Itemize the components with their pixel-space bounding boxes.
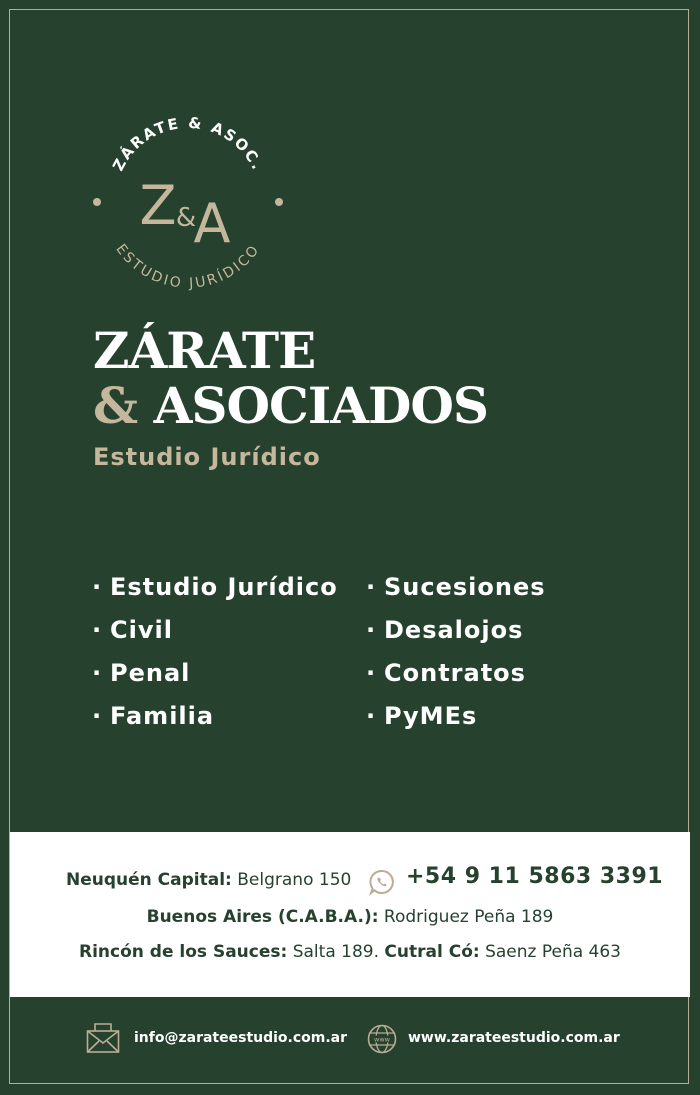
brand-ampersand: & bbox=[93, 376, 138, 435]
cutral-address: Saenz Peña 463 bbox=[485, 942, 621, 962]
globe-label: www bbox=[374, 1035, 390, 1044]
envelope-icon bbox=[86, 1022, 120, 1054]
seal-logo bbox=[88, 108, 288, 308]
seal-top-text: ZÁRATE & ASOC. bbox=[109, 113, 268, 174]
whatsapp-icon bbox=[368, 868, 396, 896]
service-item: · Penal bbox=[92, 659, 191, 687]
rincon-label: Rincón de los Sauces: bbox=[79, 942, 288, 962]
services-list-left bbox=[92, 570, 338, 742]
service-item: · Estudio Jurídico bbox=[92, 573, 338, 601]
contact-band bbox=[10, 832, 690, 997]
brand-name-line2 bbox=[93, 377, 488, 435]
email-link[interactable]: info@zarateestudio.com.ar bbox=[134, 1030, 348, 1046]
caba-address: Rodriguez Peña 189 bbox=[383, 907, 554, 927]
neuquen-label: Neuquén Capital: bbox=[66, 870, 232, 890]
service-item: · Familia bbox=[92, 702, 215, 730]
contact-row-caba bbox=[10, 907, 690, 927]
phone-number[interactable]: +54 9 11 5863 3391 bbox=[406, 864, 664, 889]
monogram-z: Z bbox=[139, 174, 177, 237]
svg-text:ESTUDIO JURÍDICO bbox=[112, 241, 263, 291]
service-item: · Desalojos bbox=[366, 616, 524, 644]
globe-icon bbox=[366, 1023, 398, 1055]
website-link[interactable]: www.zarateestudio.com.ar bbox=[408, 1030, 620, 1046]
monogram-amp: & bbox=[175, 203, 197, 233]
service-item: · Contratos bbox=[366, 659, 526, 687]
seal-bottom-text: ESTUDIO JURÍDICO bbox=[112, 241, 264, 292]
brand-word: ASOCIADOS bbox=[153, 376, 489, 435]
caba-label: Buenos Aires (C.A.B.A.): bbox=[146, 907, 379, 927]
svg-text:ZÁRATE & ASOC. bbox=[109, 114, 267, 174]
rincon-address: Salta 189. bbox=[292, 942, 379, 962]
services-list-right bbox=[366, 570, 546, 742]
service-item: · PyMEs bbox=[366, 702, 478, 730]
brand-name-line1: ZÁRATE bbox=[93, 321, 316, 380]
service-item: · Civil bbox=[92, 616, 173, 644]
service-item: · Sucesiones bbox=[366, 573, 546, 601]
monogram-a: A bbox=[193, 192, 231, 255]
seal-dot-right bbox=[275, 198, 283, 206]
cutral-label: Cutral Có: bbox=[384, 942, 480, 962]
contact-row-rincon-cutral bbox=[10, 942, 690, 962]
neuquen-address: Belgrano 150 bbox=[237, 870, 352, 890]
seal-dot-left bbox=[93, 198, 101, 206]
brand-subtitle: Estudio Jurídico bbox=[93, 443, 321, 471]
